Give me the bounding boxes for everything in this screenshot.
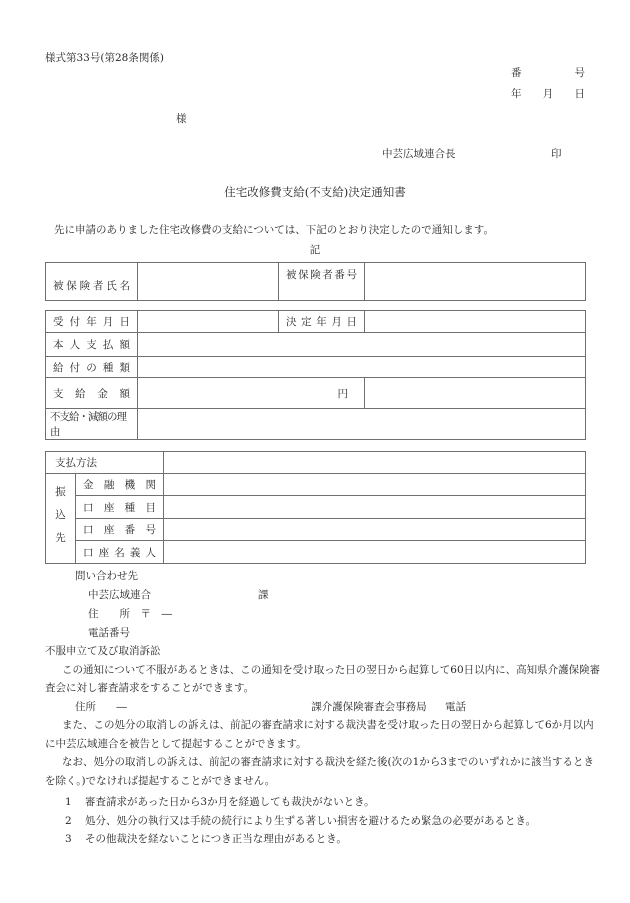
account-holder-value [164, 541, 586, 564]
item-text: 審査請求があった日から3か月を経過しても裁決がないとき。 [85, 796, 375, 808]
transfer-char: 振 [55, 486, 66, 498]
addressee-suffix: 様 [176, 113, 187, 125]
amount-extra-cell [365, 378, 586, 409]
self-pay-value [138, 333, 586, 357]
insured-number-value [365, 263, 586, 301]
inquiry-division-suffix: 課 [258, 589, 269, 601]
inquiry-org-line [88, 586, 269, 605]
appeal-list-item [45, 793, 586, 812]
amount-label: 支給金額 [46, 378, 138, 409]
form-number: 様式第33号(第28条関係) [45, 52, 164, 64]
item-number: 2 [65, 814, 72, 827]
table-row [46, 357, 586, 378]
office-address-dash: ― [116, 700, 127, 713]
office-address-label: 住所 [75, 700, 96, 713]
appeal-section [45, 642, 601, 849]
inquiry-org: 中芸広域連合 [88, 589, 151, 601]
doc-no-label-left: 番 [511, 67, 522, 79]
date-line [511, 86, 585, 101]
payment-method-value [164, 452, 586, 474]
appeal-list-item [45, 812, 586, 831]
year-label: 年 [511, 88, 522, 100]
table-row [46, 333, 586, 357]
ki-marker: 記 [309, 244, 321, 256]
reason-value [138, 409, 586, 440]
appeal-paragraph-line: 査会に対し審査請求をすることができます。 [45, 682, 255, 694]
office-name: 課介護保険審査会事務局 [311, 700, 427, 713]
table-row [46, 474, 586, 496]
transfer-vertical-text [46, 482, 75, 555]
benefit-type-value [138, 357, 586, 378]
insured-name-value [138, 263, 279, 301]
item-number: 1 [65, 796, 72, 808]
appeal-paragraph-line: を除く。)でなければ提起することができません。 [45, 774, 276, 787]
yen-unit: 円 [337, 387, 348, 400]
payment-table [45, 451, 586, 564]
issuer-name: 中芸広域連合長 [382, 148, 456, 160]
table-row [46, 263, 586, 301]
transfer-char: 込 [55, 509, 66, 521]
payment-method-label: 支払方法 [46, 452, 164, 474]
inquiry-block [45, 567, 269, 643]
account-type-value [164, 496, 586, 519]
intro-paragraph: 先に申請のありました住宅改修費の支給については、下記のとおり決定したので通知します。 [54, 224, 494, 236]
appeal-paragraph-line: に中芸広域連合を被告として提起することができます。 [45, 737, 307, 750]
item-number: 3 [65, 833, 72, 845]
document-number-line [511, 65, 585, 80]
self-pay-label: 本人支払額 [46, 333, 138, 357]
account-type-label: 口座種目 [76, 496, 164, 519]
bank-label: 金融機関 [76, 474, 164, 496]
doc-no-label-right: 号 [574, 67, 585, 79]
item-text: 処分、処分の執行又は手続の続行により生ずる著しい損害を避けるため緊急の必要があるとき。 [85, 814, 537, 827]
appeal-paragraph-line: なお、処分の取消しの訴えは、前記の審査請求に対する裁決を経た後(次の1から3までのいずれかに該当するとき [62, 756, 594, 768]
account-number-label: 口座番号 [76, 519, 164, 541]
decision-date-label: 決定年月日 [279, 311, 365, 333]
table-row [46, 311, 586, 333]
account-number-value [164, 519, 586, 541]
appeal-heading: 不服申立て及び取消訴訟 [45, 645, 161, 657]
bank-value [164, 474, 586, 496]
benefit-type-label: 給付の種類 [46, 357, 138, 378]
insured-number-label: 被保険者番号 [279, 263, 365, 301]
reason-label: 不支給・減額の理由 [46, 409, 138, 440]
document-title: 住宅改修費支給(不支給)決定通知書 [224, 185, 406, 199]
day-label: 日 [574, 88, 585, 100]
appeal-paragraph-line: この通知について不服があるときは、この通知を受け取った日の翌日から起算して60日以内に、高知県介護保険審 [62, 663, 601, 676]
appeal-office-line [45, 698, 586, 717]
month-label: 月 [542, 88, 554, 100]
table-row [46, 409, 586, 440]
decision-table [45, 310, 586, 440]
account-holder-label: 口座名義人 [76, 541, 164, 564]
table-row [46, 496, 586, 519]
office-phone-label: 電話 [445, 700, 467, 713]
receipt-date-value [138, 311, 279, 333]
decision-date-value [365, 311, 586, 333]
insured-table [45, 262, 586, 301]
transfer-char: 先 [55, 532, 66, 544]
insured-name-label: 被保険者氏名 [46, 263, 138, 301]
inquiry-address-line: 住 所 〒 ― [88, 608, 172, 620]
table-row [46, 378, 586, 409]
table-row [46, 452, 586, 474]
amount-value-cell [138, 378, 365, 409]
table-row [46, 541, 586, 564]
seal-placeholder: 印 [551, 148, 562, 160]
appeal-list-item [45, 830, 586, 849]
transfer-destination-label [46, 474, 76, 564]
receipt-date-label: 受付年月日 [46, 311, 138, 333]
inquiry-phone-label: 電話番号 [88, 627, 130, 639]
item-text: その他裁決を経ないことにつき正当な理由があるとき。 [85, 833, 347, 845]
table-row [46, 519, 586, 541]
appeal-paragraph-line: また、この処分の取消しの訴えは、前記の審査請求に対する裁決書を受け取った日の翌日から起算して6か月以内 [62, 719, 594, 731]
inquiry-heading: 問い合わせ先 [75, 570, 138, 582]
